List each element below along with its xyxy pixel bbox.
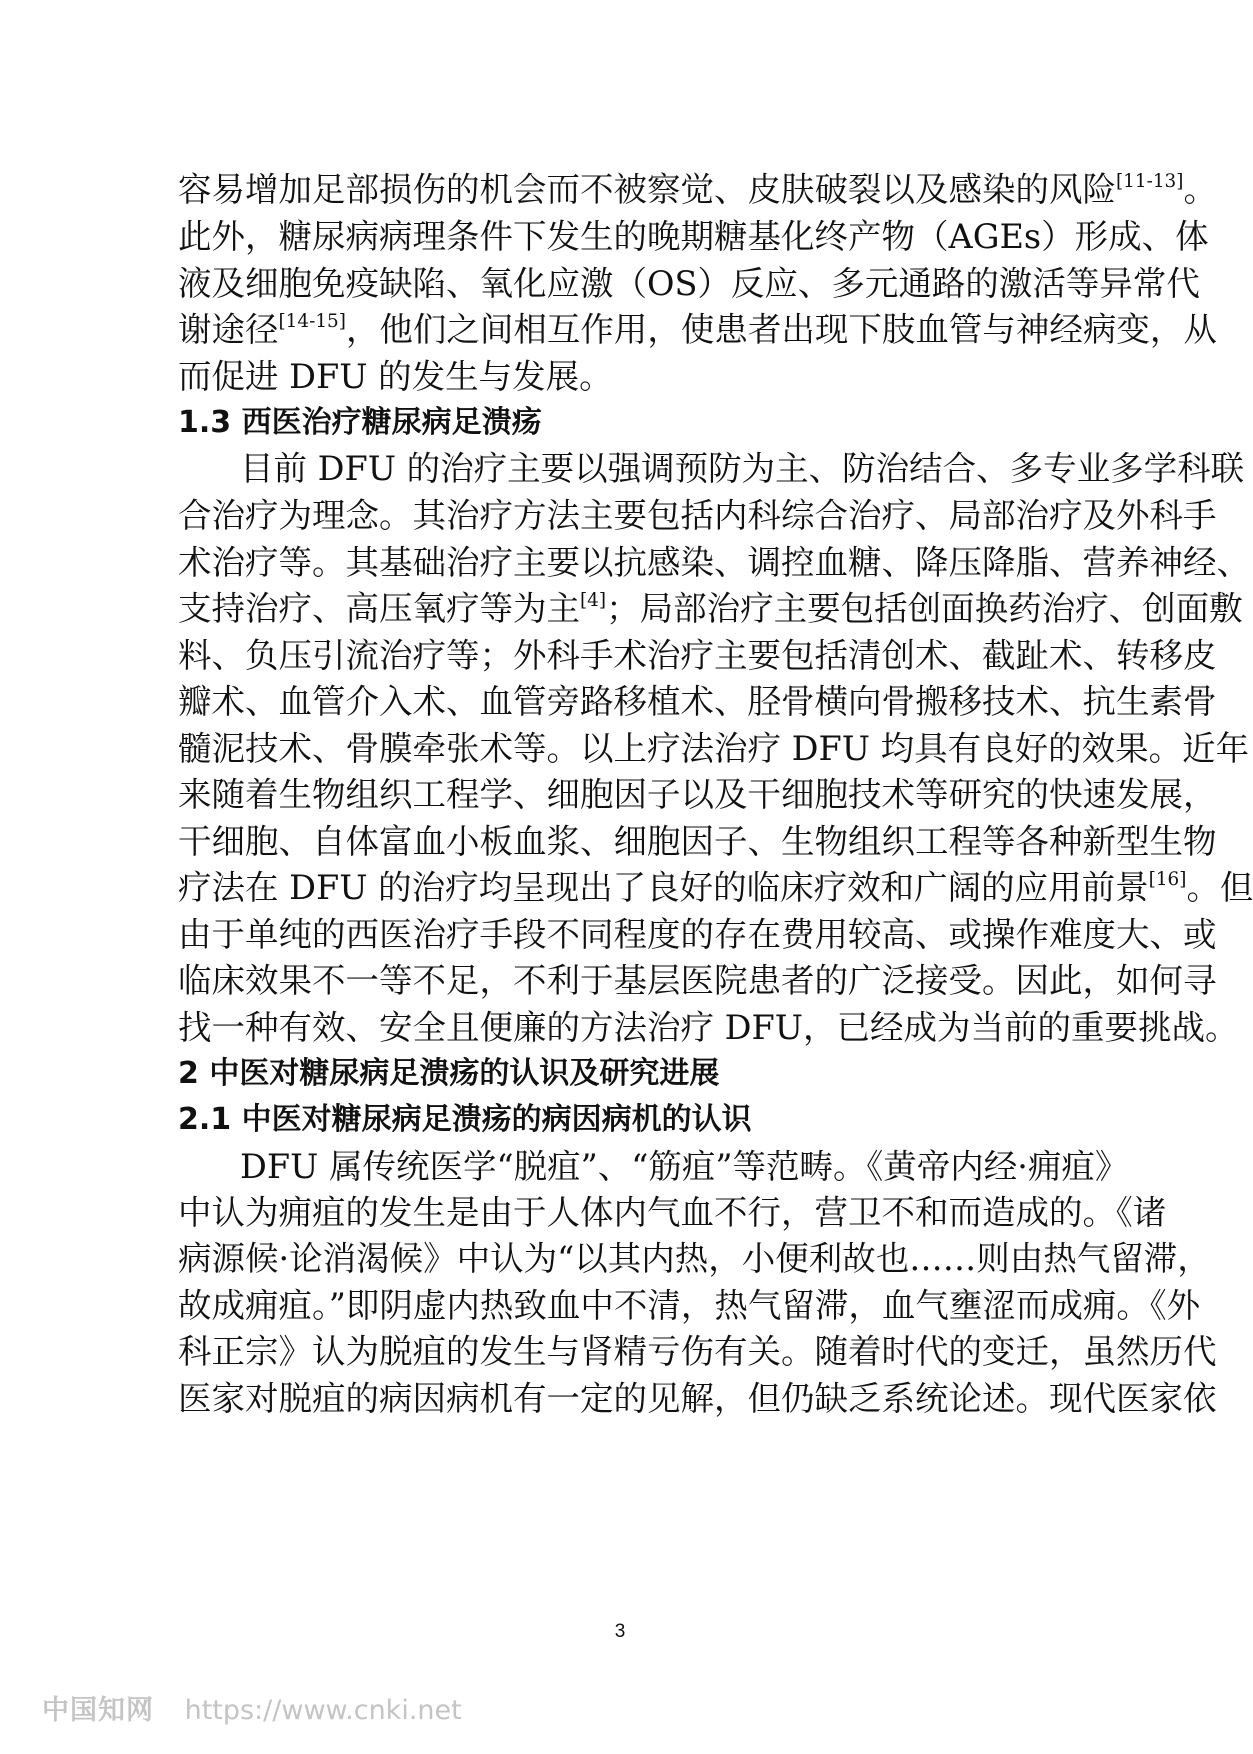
watermark-url[interactable]: https://www.cnki.net [184,1695,462,1726]
citation[interactable]: [14-15] [278,311,346,333]
citation[interactable]: [11-13] [1116,171,1184,193]
paragraph-line: 来随着生物组织工程学、细胞因子以及干细胞技术等研究的快速发展， [178,775,1217,814]
paragraph-line: 此外，糖尿病病理条件下发生的晚期糖基化终产物（AGEs）形成、体 [178,217,1209,256]
paragraph-line: 合治疗为理念。其治疗方法主要包括内科综合治疗、局部治疗及外科手 [178,496,1217,535]
paragraph-line: 目前 DFU 的治疗主要以强调预防为主、防治结合、多专业多学科联 [240,449,1245,488]
paragraph-line: 瓣术、血管介入术、血管旁路移植术、胫骨横向骨搬移技术、抗生素骨 [178,682,1217,721]
paragraph-line: 液及细胞免疫缺陷、氧化应激（OS）反应、多元通路的激活等异常代 [178,264,1200,303]
paragraph-line: 找一种有效、安全且便廉的方法治疗 DFU，已经成为当前的重要挑战。 [178,1008,1239,1047]
section-heading-2: 2 中医对糖尿病足溃疡的认识及研究进展 [178,1056,720,1091]
paragraph-line: 医家对脱疽的病因病机有一定的见解，但仍缺乏系统论述。现代医家依 [178,1379,1217,1418]
section-heading-2-1: 2.1 中医对糖尿病足溃疡的病因病机的认识 [178,1102,752,1137]
paragraph-line: 容易增加足部损伤的机会而不被察觉、皮肤破裂以及感染的风险[11-13]。 [178,170,1217,209]
paragraph-line: DFU 属传统医学“脱疽”、“筋疽”等范畴。《黄帝内经·痈疽》 [240,1147,1129,1186]
paragraph-line: 髓泥技术、骨膜牵张术等。以上疗法治疗 DFU 均具有良好的效果。近年 [178,729,1250,768]
citation[interactable]: [4] [580,590,607,612]
paragraph-line: 干细胞、自体富血小板血浆、细胞因子、生物组织工程等各种新型生物 [178,822,1217,861]
paragraph-line: 术治疗等。其基础治疗主要以抗感染、调控血糖、降压降脂、营养神经、 [178,543,1250,582]
paragraph-line: 中认为痈疽的发生是由于人体内气血不行，营卫不和而造成的。《诸 [178,1193,1167,1232]
section-heading-1-3: 1.3 西医治疗糖尿病足溃疡 [178,405,542,440]
paragraph-line: 故成痈疽。”即阴虚内热致血中不清，热气留滞，血气壅涩而成痈。《外 [178,1286,1201,1325]
paragraph-line: 料、负压引流治疗等；外科手术治疗主要包括清创术、截趾术、转移皮 [178,636,1217,675]
paragraph-line: 支持治疗、高压氧疗等为主[4]；局部治疗主要包括创面换药治疗、创面敷 [178,589,1243,628]
cnki-watermark [42,1694,462,1728]
paragraph-line: 科正宗》认为脱疽的发生与肾精亏伤有关。随着时代的变迁，虽然历代 [178,1332,1217,1371]
paragraph-line: 由于单纯的西医治疗手段不同程度的存在费用较高、或操作难度大、或 [178,915,1217,954]
paragraph-line: 而促进 DFU 的发生与发展。 [178,357,613,396]
paragraph-line: 疗法在 DFU 的治疗均呈现出了良好的临床疗效和广阔的应用前景[16]。但 [178,868,1253,907]
paragraph-line: 临床效果不一等不足，不利于基层医院患者的广泛接受。因此，如何寻 [178,961,1217,1000]
citation[interactable]: [16] [1148,869,1187,891]
watermark-brand: 中国知网 [42,1695,154,1726]
page-number: 3 [614,1621,626,1642]
paragraph-line: 病源候·论消渴候》中认为“以其内热，小便利故也……则由热气留滞， [178,1239,1211,1278]
paragraph-line: 谢途径[14-15]，他们之间相互作用，使患者出现下肢血管与神经病变，从 [178,310,1217,349]
